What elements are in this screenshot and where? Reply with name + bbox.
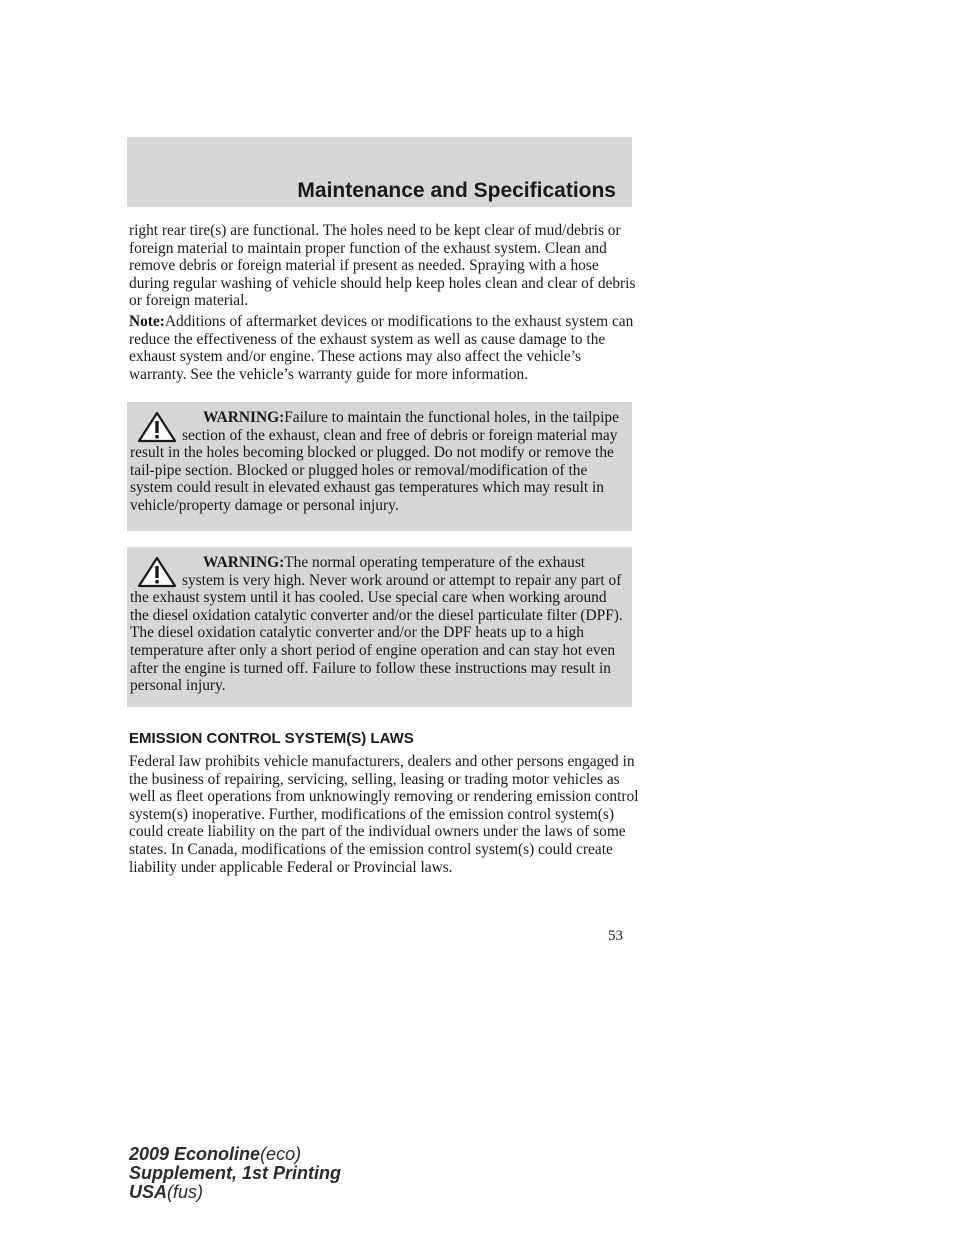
header-band — [127, 137, 632, 207]
paragraph-holes-clear: right rear tire(s) are functional. The holes need to be kept clear of mud/debris or foreign material to maintain proper function of the exhaust system. Clean and remove debris or foreign material if present as needed. Spraying with a hose during regular washing of vehicle should help keep holes clean and clear of debris or foreign material. — [129, 222, 636, 310]
warning-box-holes — [127, 402, 632, 531]
warning-box-temperature — [127, 547, 632, 707]
note-paragraph — [129, 313, 639, 383]
paragraph-emission-laws: Federal law prohibits vehicle manufacturers, dealers and other persons engaged in the business of repairing, servicing, selling, leasing or trading motor vehicles as well as fleet operations from unknowingly removing or rendering emission control system(s) inoperative. Further, modifications of the emission control system(s) could create liability on the part of the individual owners under the laws of some states. In Canada, modifications of the emission control system(s) could create liability under applicable Federal or Provincial laws. — [129, 753, 639, 876]
section-heading: EMISSION CONTROL SYSTEM(S) LAWS — [129, 730, 414, 747]
note-label: Note: — [129, 313, 165, 330]
note-text: Additions of aftermarket devices or modifications to the exhaust system can reduce the effectiveness of the exhaust system as well as cause damage to the exhaust system and/or engine. These actions may also affect the vehicle’s warranty. See the vehicle’s warranty guide for more information. — [129, 313, 634, 383]
print-footer: 2009 Econoline(eco) Supplement, 1st Printing USA(fus) — [129, 1144, 342, 1202]
page-title: Maintenance and Specifications — [297, 179, 616, 202]
warning-label: WARNING: — [203, 554, 285, 571]
warning-text-temperature: WARNING:The normal operating temperature of the exhaust system is very high. Never work around or attempt to repair any part of the exhaust system until it has cooled. Use special care when working around the diesel oxidation catalytic converter and/or the diesel particulate filter (DPF). The diesel oxidation catalytic converter and/or the DPF heats up to a high temperature after only a short period of engine operation and can stay hot even after the engine is turned off. Failure to follow these instructions may result in personal injury. — [130, 554, 623, 695]
warning-text-holes: WARNING:Failure to maintain the functional holes, in the tailpipe section of the exhaust, clean and free of debris or foreign material may result in the holes becoming blocked or plugged. Do not modify or remove the tail-pipe section. Blocked or plugged holes or removal/modification of the system could result in elevated exhaust gas temperatures which may result in vehicle/property damage or personal injury. — [130, 409, 619, 514]
warning-triangle-icon — [136, 556, 178, 588]
page-number: 53 — [608, 928, 623, 944]
warning-triangle-icon — [136, 411, 178, 443]
warning-label: WARNING: — [203, 409, 285, 426]
